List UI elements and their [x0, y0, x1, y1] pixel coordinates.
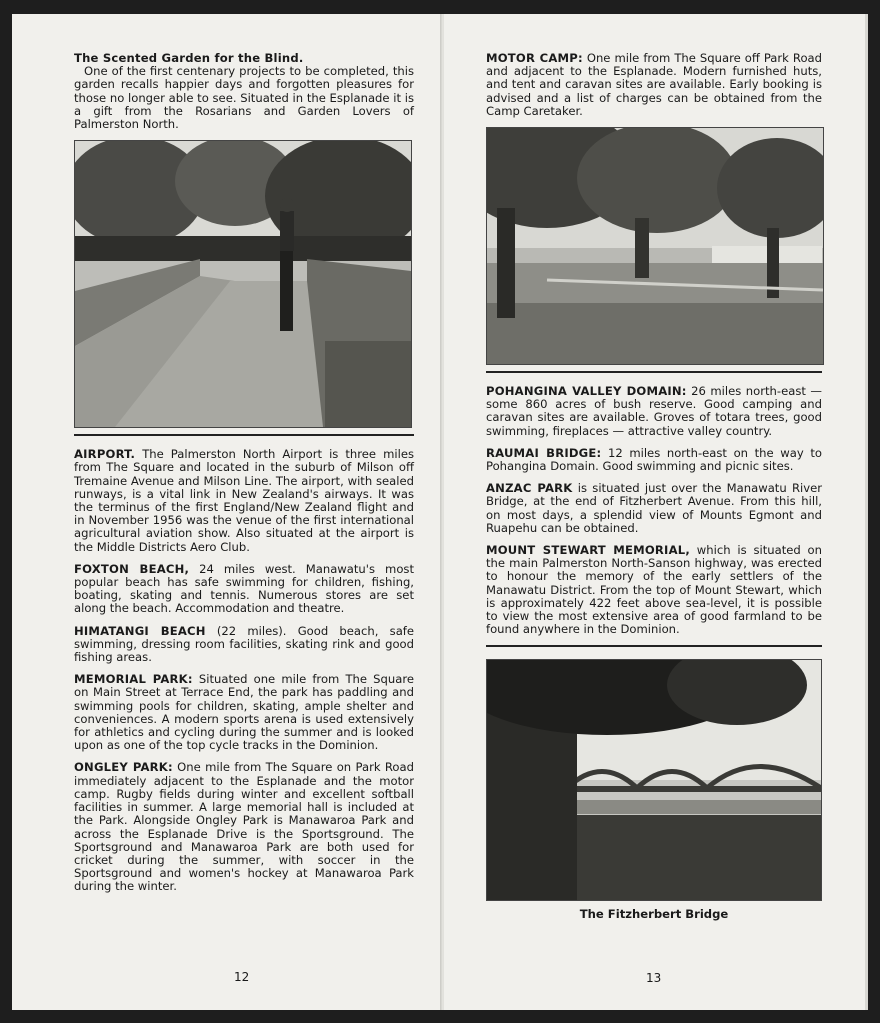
entry-anzac-park	[486, 482, 822, 535]
left-page	[12, 14, 442, 1010]
divider	[486, 371, 822, 373]
entry-memorial-heading: MEMORIAL PARK:	[74, 672, 193, 687]
garden-section	[74, 52, 414, 131]
bridge-caption: The Fitzherbert Bridge	[579, 907, 729, 922]
right-page	[444, 14, 868, 1010]
entry-himatangi-text: (22 miles). Good beach, safe swimming, dressing room facilities, skating rink and good fishing areas.	[74, 623, 415, 665]
garden-photo-image	[75, 141, 411, 427]
entry-ongley-park	[74, 761, 414, 893]
motor-camp-photo-image	[487, 128, 823, 364]
page-number-right: 13	[646, 971, 662, 985]
motor-camp-text: One mile from The Square off Park Road and adjacent to the Esplanade. Modern furnished huts, and tent and caravan sites are available. Early booking is advised and a list of charges can be obtained from the Camp Caretaker.	[486, 51, 822, 118]
entry-raumai-bridge	[486, 447, 822, 473]
right-column	[486, 52, 822, 922]
entry-foxton-beach	[74, 563, 414, 616]
entry-mount-stewart	[486, 544, 822, 636]
entry-raumai-heading: RAUMAI BRIDGE:	[486, 445, 602, 460]
left-column	[74, 52, 414, 903]
garden-text: One of the first centenary projects to be completed, this garden recalls happier days and forgotten pleasures for those no longer able to see. Situated in the Esplanade it is a gift from the Rosarians and Garden Lovers of Palmerston North.	[74, 64, 414, 132]
garden-photo	[74, 140, 412, 428]
entry-memorial-park	[74, 673, 414, 752]
entry-ongley-heading: ONGLEY PARK:	[74, 760, 173, 775]
entry-airport-text: The Palmerston North Airport is three miles from The Square and located in the suburb of Milson off Tremaine Avenue and Milson Line. The airport, with sealed runways, is a vital link in New Zealand's airways. It was the terminus of the first England/New Zealand flight and in November 1956 was the venue of the first international agricultural aviation show. Also situated at the airport is the Middle Districts Aero Club.	[74, 447, 414, 554]
entry-himatangi-heading: HIMATANGI BEACH	[74, 623, 206, 638]
motor-camp-photo	[486, 127, 824, 365]
entry-anzac-heading: ANZAC PARK	[486, 481, 573, 496]
entry-stewart-heading: MOUNT STEWART MEMORIAL,	[486, 543, 690, 558]
entry-airport	[74, 448, 414, 554]
divider	[74, 434, 414, 436]
motor-camp-heading: MOTOR CAMP:	[486, 51, 583, 65]
entry-foxton-text: 24 miles west. Manawatu's most popular beach has safe swimming for children, fishing, boating, skating and tennis. Numerous stores are set along the beach. Accommodation and theatre.	[74, 561, 415, 616]
divider	[486, 645, 822, 647]
page-edge	[865, 14, 868, 1010]
entry-himatangi-beach	[74, 625, 414, 665]
entry-airport-heading: AIRPORT.	[74, 447, 136, 462]
bridge-photo-image	[487, 660, 821, 900]
entry-motor-camp	[486, 52, 822, 118]
entry-ongley-text: One mile from The Square on Park Road immediately adjacent to the Esplanade and the motor camp. Rugby fields during winter and excellent softball facilities in summer. A large memorial hall is included at the Park. Alongside Ongley Park is Manawaroa Park and across the Esplanade Drive is the Sportsground. The Sportsground and Manawaroa Park are both used for cricket during the summer, with soccer in the Sportsground and women's hockey at Manawaroa Park during the winter.	[74, 760, 414, 894]
entry-pohangina-heading: POHANGINA VALLEY DOMAIN:	[486, 384, 687, 399]
entry-pohangina	[486, 385, 822, 438]
entry-pohangina-text: 26 miles north-east — some 860 acres of bush reserve. Good camping and caravan sites are available. Groves of totara trees, good swimming, fireplaces — attractive valley country.	[486, 384, 822, 438]
entry-anzac-text: is situated just over the Manawatu River Bridge, at the end of Fitzherbert Avenue. From this hill, on most days, a splendid view of Mounts Egmont and Ruapehu can be obtained.	[486, 481, 822, 535]
entry-foxton-heading: FOXTON BEACH,	[74, 561, 190, 576]
page-number-left: 12	[234, 970, 250, 984]
entry-raumai-text: 12 miles north-east on the way to Pohangina Domain. Good swimming and picnic sites.	[486, 445, 822, 474]
bridge-photo	[486, 659, 822, 901]
garden-heading: The Scented Garden for the Blind.	[74, 51, 304, 65]
entry-memorial-text: Situated one mile from The Square on Main Street at Terrace End, the park has paddling and swimming pools for children, skating, ample shelter and conveniences. A modern sports arena is used extensively for athletics and cycling during the summer and is looked upon as one of the top cycle tracks in the Dominion.	[74, 672, 414, 753]
entry-stewart-text: which is situated on the main Palmerston North-Sanson highway, was erected to honour the memory of the early settlers of the Manawatu District. From the top of Mount Stewart, which is approximately 422 feet above sea-level, it is possible to view the most extensive area of good farmland to be found anywhere in the Dominion.	[486, 543, 823, 637]
